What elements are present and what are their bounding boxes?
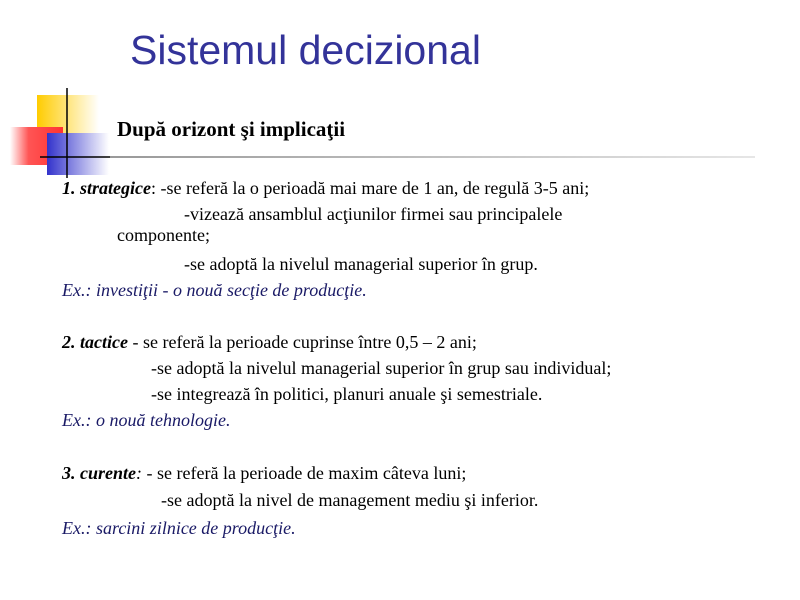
tactical-line-1 [62,331,477,353]
tactical-term: 2. tactice [62,332,128,352]
strategic-line-2: -vizează ansamblul acţiunilor firmei sau principalele [184,204,563,224]
strategic-line-3: componente; [117,225,210,245]
strategic-example [62,279,367,301]
tactical-separator: - [127,332,143,352]
current-text-1: - se referă la perioade de maxim câteva luni; [146,463,467,483]
strategic-text-1: -se referă la o perioadă mai mare de 1 an, de regulă 3-5 ani; [160,178,590,198]
current-example: Ex.: sarcini zilnice de producţie. [62,518,296,538]
strategic-separator: : [150,178,161,198]
current-term: 3. curente [62,463,136,483]
tactical-text-1: se referă la perioade cuprinse între 0,5 – 2 ani; [142,332,477,352]
current-separator: : [136,463,147,483]
strategic-term: 1. strategice [62,178,151,198]
section-subtitle: După orizont şi implicaţii [117,117,346,141]
tactical-example: Ex.: o nouă tehnologie. [62,410,231,430]
slide-title: Sistemul decizional [130,27,481,73]
current-line-1 [62,462,466,484]
current-line-2: -se adoptă la nivel de management mediu şi inferior. [161,490,539,510]
strategic-line-4: -se adoptă la nivelul managerial superior în grup. [184,254,538,274]
tactical-line-2: -se adoptă la nivelul managerial superior în grup sau individual; [151,358,612,378]
strategic-example-text: Ex.: investiţii - o nouă secţie de producţie. [62,280,367,300]
strategic-line-1 [62,177,589,199]
tactical-line-3: -se integrează în politici, planuri anuale şi semestriale. [151,384,543,404]
